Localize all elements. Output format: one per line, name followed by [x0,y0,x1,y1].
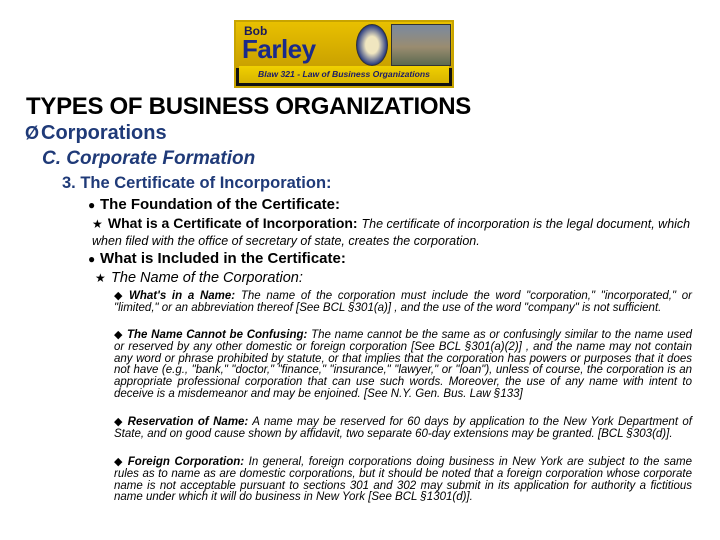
included-heading [88,250,346,267]
foundation-text: The certificate of incorporation is the legal document, which when filed with the office of secretary of state, creates the corporation. [92,217,691,248]
list-item [114,417,692,441]
foundation-heading [88,196,340,213]
item-text: A name may be reserved for 60 days by application to the New York Department of State, and on good cause shown by affidavit, two separate 60-day extensions may be granted. [BCL §303(d)]. [114,416,693,440]
star-bullet-icon: ★ [92,217,103,231]
page-title: TYPES OF BUSINESS ORGANIZATIONS [26,93,471,120]
arrow-bullet-icon: Ø [25,123,40,143]
state-seal-icon [356,24,388,66]
included-subheading [95,270,303,286]
foundation-heading-text: The Foundation of the Certificate: [100,196,340,213]
heading-level1-text: Corporations [41,122,167,144]
item-text: The name cannot be the same as or confusingly similar to the name used or reserved by any other domestic or foreign corporation [See BCL §301(a)(2)] , and the name may not contain any word or phrase prohibited by statute, or that implies that the corporation has powers or purposes that it does not have (e.g., "bank," "doctor," "finance," "insurance," "lawyer," or "loan"), unless of course, the corporation is an appropriate professional corporation that can use such words. Moreover, the use of any name with intent to deceive is a misdemeanor and may be enjoined. [See N.Y. Gen. Bus. Law §133] [114,329,693,400]
item-label: Reservation of Name: [127,416,249,428]
banner-logo [234,20,454,88]
list-item [114,291,692,315]
item-text: In general, foreign corporations doing business in New York are subject to the same rules as to name as are domestic corporations, but it should be noted that a foreign corporation whose corporate name is not acceptable pursuant to sections 301 and 302 may submit in its application for authority a fictitious name under which it will do business in New York [See BCL §1301(d)]. [114,456,692,504]
included-heading-text: What is Included in the Certificate: [100,250,346,267]
banner-last-name: Farley [242,34,316,64]
list-item [114,330,692,401]
banner-first-name: Bob [244,24,268,38]
item-label: What's in a Name: [128,290,236,302]
diamond-bullet-icon: ◆ [114,456,124,468]
star-bullet-icon: ★ [95,271,106,285]
item-label: Foreign Corporation: [127,456,245,468]
list-item [114,457,692,504]
foundation-subheading: What is a Certificate of Incorporation: [107,215,358,231]
capitol-photo [391,24,451,66]
diamond-bullet-icon: ◆ [114,416,124,428]
item-label: The Name Cannot be Confusing: [127,329,308,341]
item-text: The name of the corporation must include the word "corporation," "incorporated," or "limited," or an abbreviation thereof [See BCL §301(a)] , and the use of the word "company" is not sufficient. [114,290,692,314]
banner-course: Blaw 321 - Law of Business Organizations [239,66,449,83]
dot-bullet-icon: ● [88,252,96,266]
foundation-definition [92,215,697,249]
diamond-bullet-icon: ◆ [114,329,123,341]
heading-level2: C. Corporate Formation [42,148,256,169]
heading-level3: 3. The Certificate of Incorporation: [62,174,332,192]
heading-level1 [25,122,167,145]
included-subheading-text: The Name of the Corporation: [111,270,303,286]
dot-bullet-icon: ● [88,198,96,212]
diamond-bullet-icon: ◆ [114,290,125,302]
